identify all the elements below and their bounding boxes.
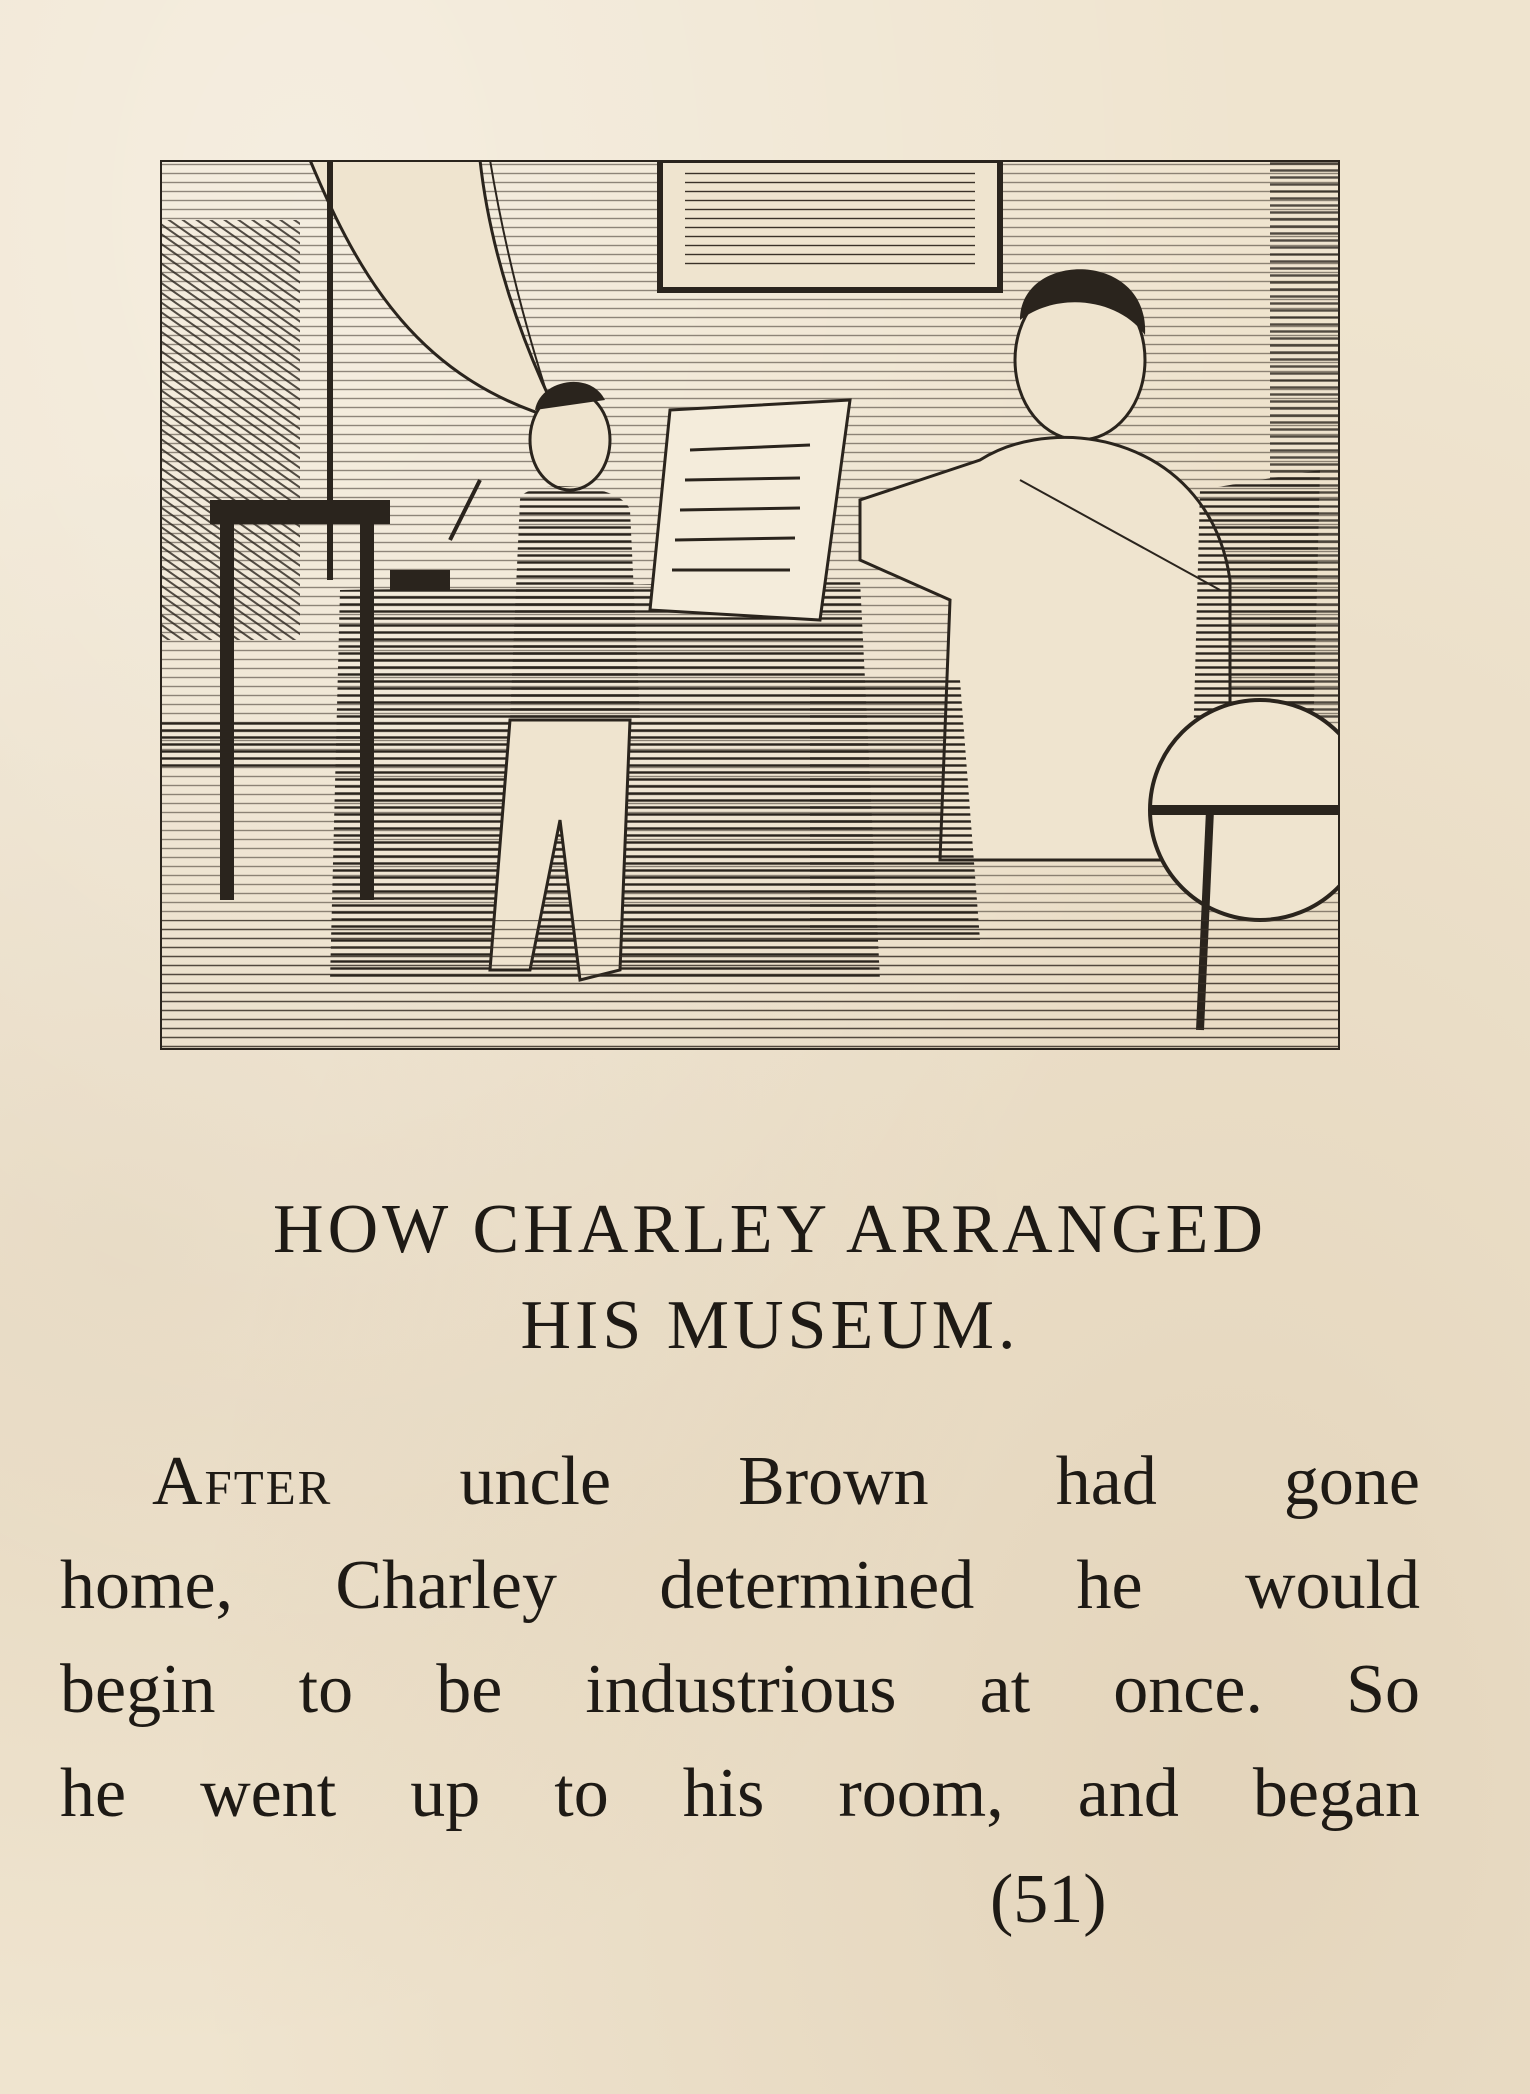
body-line-4: he went up to his room, and began (60, 1755, 1420, 1832)
body-line-2: home, Charley determined he would (60, 1547, 1420, 1624)
body-line-1-rest: uncle Brown had gone (459, 1443, 1420, 1520)
woodcut-illustration-icon (160, 160, 1340, 1050)
body-line-3: begin to be industrious at once. So (60, 1651, 1420, 1728)
first-word: After (152, 1443, 333, 1520)
body-paragraph (60, 1430, 1420, 1846)
chapter-title (60, 1182, 1480, 1374)
chapter-title-line-1: HOW CHARLEY ARRANGED (273, 1190, 1267, 1268)
body-line-1 (60, 1430, 1420, 1534)
page-number: (51) (990, 1861, 1107, 1938)
chapter-title-line-2: HIS MUSEUM. (520, 1286, 1020, 1364)
